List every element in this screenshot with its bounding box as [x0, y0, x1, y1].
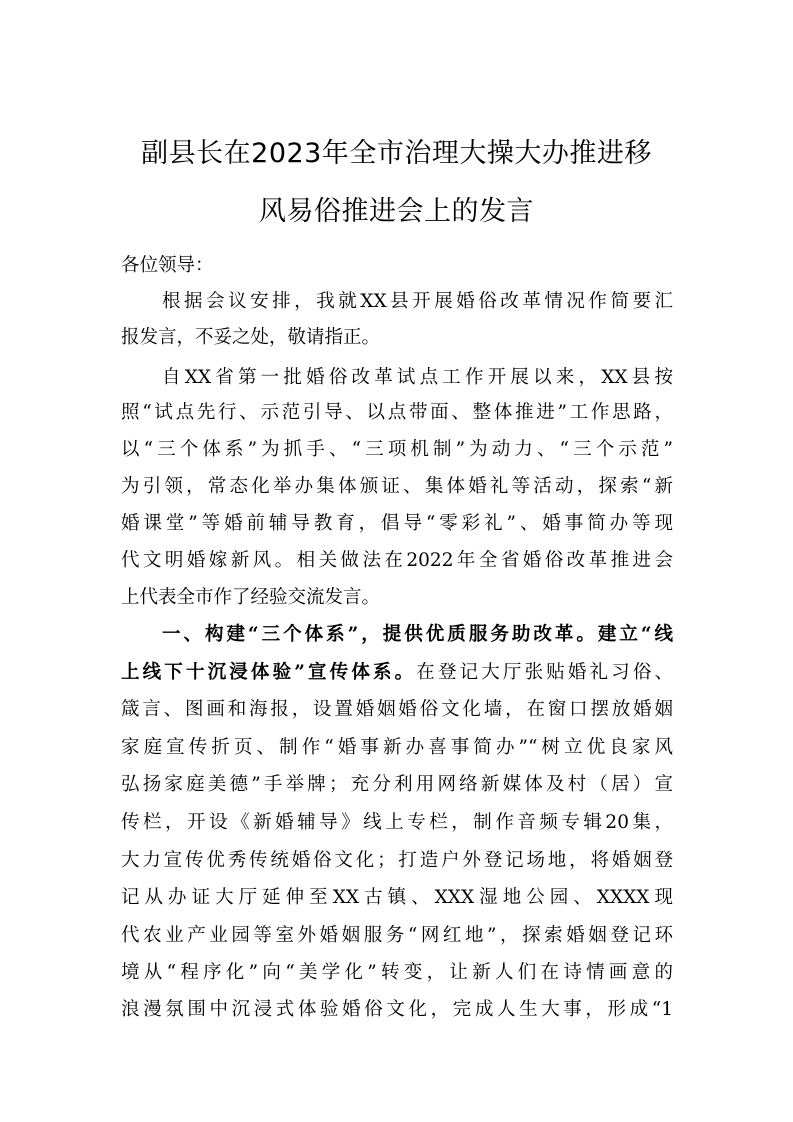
paragraph-2-line-4: 为引领，常态化举办集体颁证、集体婚礼等活动，探索“新	[121, 476, 673, 497]
paragraph-3-line-5: 弘扬家庭美德”手举牌；充分利用网络新媒体及村（居）宣	[121, 774, 673, 795]
paragraph-3-line-9: 代农业产业园等室外婚姻服务“网红地”，探索婚姻登记环	[121, 925, 673, 946]
paragraph-1-line-1: 根据会议安排，我就XX县开展婚俗改革情况作简要汇	[162, 291, 673, 312]
subheading-part-2: 上线下十沉浸体验”宣传体系。	[121, 662, 417, 683]
paragraph-2-line-3: 以“三个体系”为抓手、“三项机制”为动力、“三个示范”	[121, 439, 673, 460]
paragraph-3-line-2	[121, 660, 673, 686]
section-heading: 一、构建“三个体系”，提供优质服务助改革。	[162, 624, 598, 645]
paragraph-3-line-4: 家庭宣传折页、制作“婚事新办喜事简办”“树立优良家风	[121, 737, 673, 758]
paragraph-3-line-11: 浪漫氛围中沉浸式体验婚俗文化，完成人生大事，形成“1	[121, 999, 673, 1020]
paragraph-3-line-8: 记从办证大厅延伸至XX古镇、XXX湿地公园、XXXX现	[121, 887, 673, 908]
paragraph-3-line-7: 大力宣传优秀传统婚俗文化；打造户外登记场地，将婚姻登	[121, 850, 673, 871]
paragraph-2-line-6: 代文明婚嫁新风。相关做法在2022年全省婚俗改革推进会	[121, 550, 673, 571]
salutation: 各位领导：	[121, 255, 214, 276]
paragraph-3-line-10: 境从“程序化”向“美学化”转变，让新人们在诗情画意的	[121, 962, 673, 983]
paragraph-3-line-2-rest: 在登记大厅张贴婚礼习俗、	[416, 662, 673, 683]
paragraph-2-line-5: 婚课堂”等婚前辅导教育，倡导“零彩礼”、婚事简办等现	[121, 513, 673, 534]
paragraph-3-line-3: 箴言、图画和海报，设置婚姻婚俗文化墙，在窗口摆放婚姻	[121, 699, 673, 720]
paragraph-1-line-2: 报发言，不妥之处，敬请指正。	[121, 327, 381, 348]
subheading-part-1: 建立“线	[597, 624, 673, 645]
paragraph-2-line-2: 照“试点先行、示范引导、以点带面、整体推进”工作思路，	[121, 402, 673, 423]
paragraph-3-line-6: 传栏，开设《新婚辅导》线上专栏，制作音频专辑20集，	[121, 812, 673, 833]
paragraph-3-line-1	[162, 622, 673, 648]
paragraph-2-line-7: 上代表全市作了经验交流发言。	[121, 587, 381, 608]
document-title-line-1: 副县长在2023年全市治理大操大办推进移	[141, 138, 652, 169]
paragraph-2-line-1: 自XX省第一批婚俗改革试点工作开展以来，XX县按	[162, 367, 673, 388]
document-title-line-2: 风易俗推进会上的发言	[259, 196, 534, 227]
